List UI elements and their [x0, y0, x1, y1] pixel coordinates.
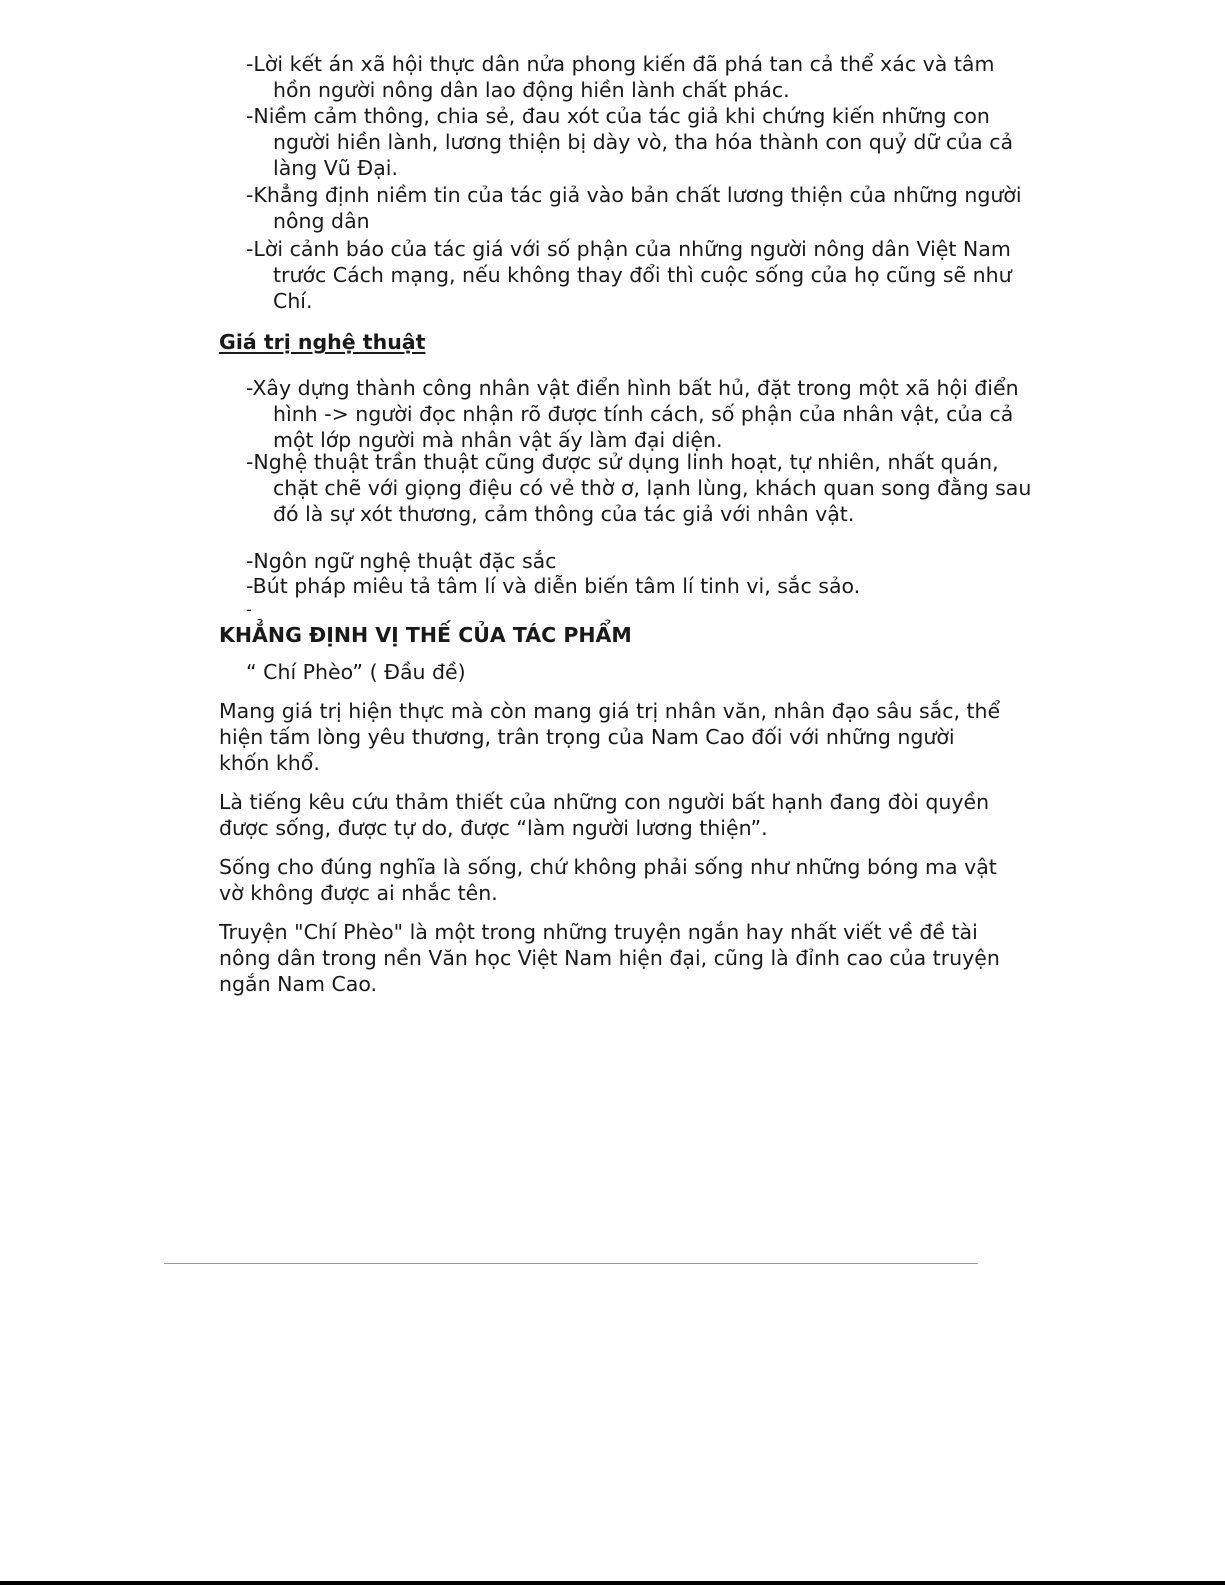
paragraph-1: Mang giá trị hiện thực mà còn mang giá trị nhân văn, nhân đạo sâu sắc, thể hiện tấm lòng yêu thương, trân trọng của Nam Cao đối với những người khốn khổ.: [219, 699, 1001, 775]
art-bullet-1: -Xây dựng thành công nhân vật điển hình bất hủ, đặt trong một xã hội điển hình -> người đọc nhận rõ được tính cách, số phận của nhân vật, của cả một lớp người mà nhân vật ấy làm đại diện.: [246, 376, 1019, 452]
content-bullet-4: -Lời cảnh báo của tác giá với số phận của những người nông dân Việt Nam trước Cách mạng, nếu không thay đổi thì cuộc sống của họ cũng sẽ như Chí.: [246, 237, 1012, 313]
page-bottom-edge: [0, 1581, 1225, 1585]
art-bullet-2: -Nghệ thuật trần thuật cũng được sử dụng linh hoạt, tự nhiên, nhất quán, chặt chẽ với giọng điệu có vẻ thờ ơ, lạnh lùng, khách quan song đằng sau đó là sự xót thương, cảm thông của tác giả với nhân vật.: [246, 450, 1032, 526]
art-bullet-3: -Ngôn ngữ nghệ thuật đặc sắc: [246, 549, 557, 573]
content-bullet-1: -Lời kết án xã hội thực dân nửa phong kiến đã phá tan cả thể xác và tâm hồn người nông dân lao động hiền lành chất phác.: [246, 52, 995, 102]
trailing-dash: -: [246, 600, 252, 619]
art-value-heading: Giá trị nghệ thuật: [219, 330, 426, 354]
footer-divider: [164, 1263, 978, 1264]
paragraph-4: Truyện "Chí Phèo" là một trong những truyện ngắn hay nhất viết về đề tài nông dân trong nền Văn học Việt Nam hiện đại, cũng là đỉnh cao của truyện ngắn Nam Cao.: [219, 920, 1000, 996]
content-bullet-3: -Khẳng định niềm tin của tác giả vào bản chất lương thiện của những người nông dân: [246, 183, 1022, 233]
position-subtitle: “ Chí Phèo” ( Đầu đề): [246, 660, 466, 684]
content-bullet-2: -Niềm cảm thông, chia sẻ, đau xót của tác giả khi chứng kiến những con người hiền lành, lương thiện bị dày vò, tha hóa thành con quỷ dữ của cả làng Vũ Đại.: [246, 104, 1014, 180]
paragraph-3: Sống cho đúng nghĩa là sống, chứ không phải sống như những bóng ma vật vờ không được ai nhắc tên.: [219, 855, 997, 905]
paragraph-2: Là tiếng kêu cứu thảm thiết của những con người bất hạnh đang đòi quyền được sống, được tự do, được “làm người lương thiện”.: [219, 790, 990, 840]
position-heading: KHẲNG ĐỊNH VỊ THẾ CỦA TÁC PHẨM: [219, 623, 632, 647]
art-bullet-4: -Bút pháp miêu tả tâm lí và diễn biến tâm lí tinh vi, sắc sảo.: [246, 574, 861, 598]
